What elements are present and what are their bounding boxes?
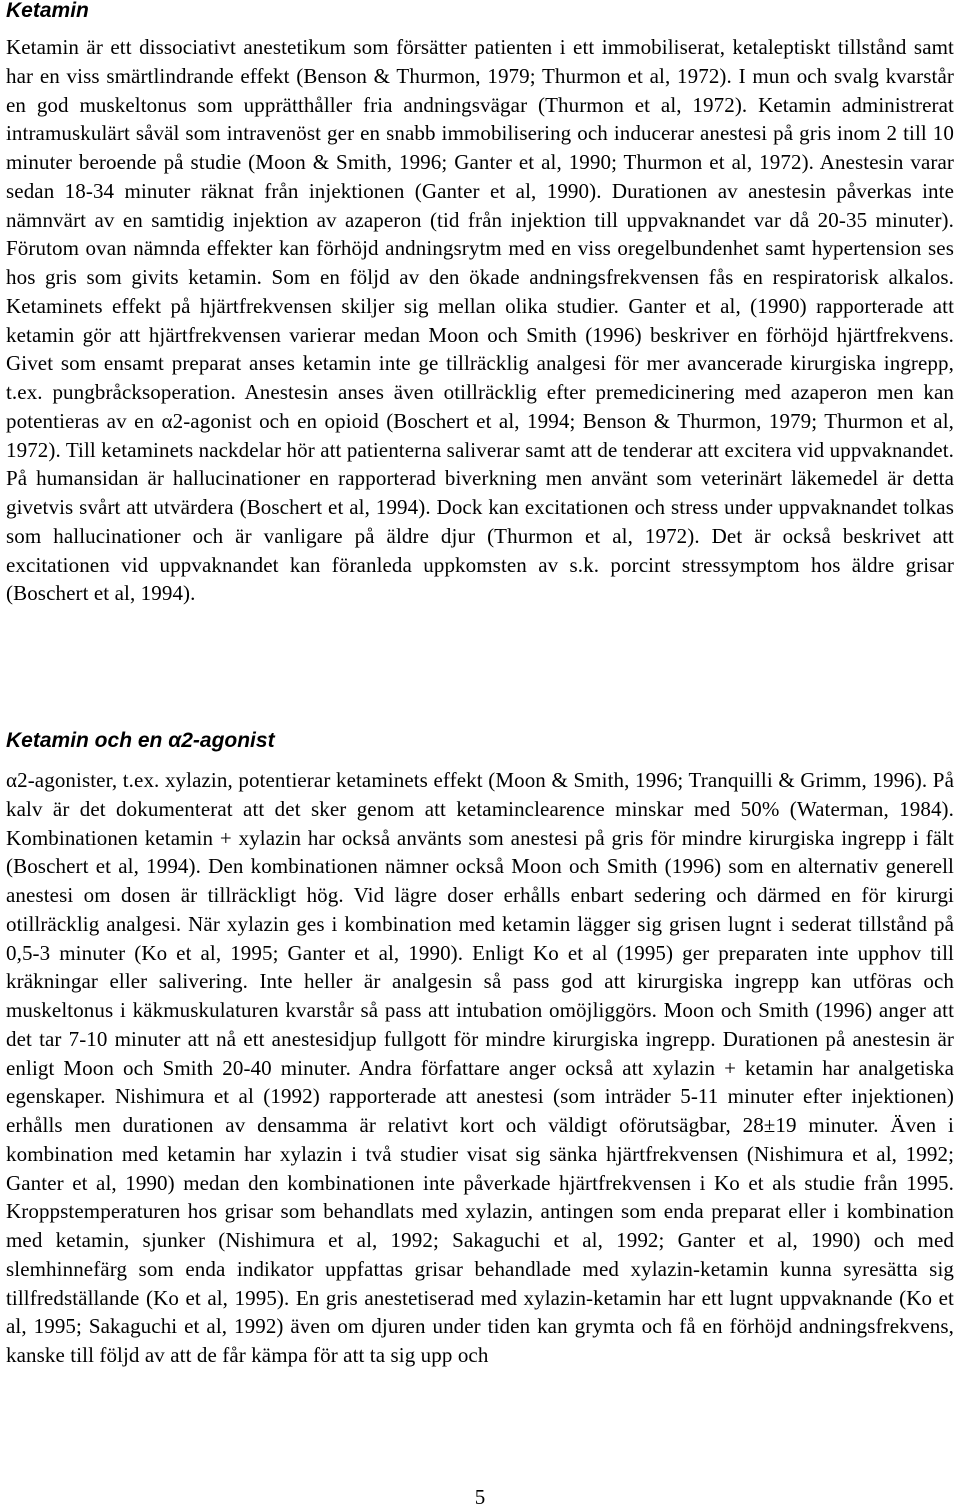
section-heading-ketamin-alpha2: Ketamin och en α2-agonist [6,729,275,752]
body-paragraph-ketamin-alpha2: α2-agonister, t.ex. xylazin, potentierar ketaminets effekt (Moon & Smith, 1996; Tranquilli & Grimm, 1996). På kalv är det dokumenterat att det sker genom att ketaminclearence minskar med 50% (Waterman, 1984). Kombinationen ketamin + xylazin har också använts som anestesi på gris för mindre kirurgiska ingrepp i fält (Boschert et al, 1994). Den kombinationen nämner också Moon och Smith (1996) som en alternativ generell anestesi om dosen är tillräckligt hög. Vid lägre doser erhålls enbart sedering och därmed en för kirurgi otillräcklig analgesi. När xylazin ges i kombination med ketamin lägger sig grisen lugnt i sederat tillstånd på 0,5-3 minuter (Ko et al, 1995; Ganter et al, 1990). Enligt Ko et al (1995) ger preparaten inte upphov till kräkningar eller salivering. Inte heller är analgesin så pass god att kirurgiska ingrepp kan utföras och muskeltonus i käkmuskulaturen kvarstår så pass att intubation omöjliggörs. Moon och Smith (1996) anger att det tar 7-10 minuter att nå ett anestesidjup fullgott för mindre kirurgiska ingrepp. Durationen på anestesin är enligt Moon och Smith 20-40 minuter. Andra författare anger också att xylazin + ketamin har analgetiska egenskaper. Nishimura et al (1992) rapporterade att anestesi (som inträder 5-11 minuter efter injektionen) erhålls men durationen av densamma är relativt kort och väldigt oförutsägbar, 28±19 minuter. Även i kombination med ketamin har xylazin i två studier visat sig sänka hjärtfrekvensen (Nishimura et al, 1992; Ganter et al, 1990) medan den kombinationen inte påverkade hjärtfrekvensen i Ko et als studie från 1995. Kroppstemperaturen hos grisar som behandlats med xylazin, antingen som enda preparat eller i kombination med ketamin, sjunker (Nishimura et al, 1992; Sakaguchi et al, 1992; Ganter et al, 1990) och med slemhinnefärg som enda indikator uppfattas grisar behandlade med xylazin-ketamin kunna syresätta sig tillfredställande (Ko et al, 1995). En gris anestetiserad med xylazin-ketamin har ett lugnt uppvaknande (Ko et al, 1995; Sakaguchi et al, 1992) även om djuren under tiden kan grymta och få en förhöjd andningsfrekvens, kanske till följd av att de får kämpa för att ta sig upp och [6,768,954,1367]
section-heading-ketamin: Ketamin [6,0,89,22]
page-number: 5 [474,1485,486,1509]
body-paragraph-ketamin: Ketamin är ett dissociativt anestetikum som försätter patienten i ett immobiliserat, ketaleptiskt tillstånd samt har en viss smärtlindrande effekt (Benson & Thurmon, 1979; Thurmon et al, 1972). I mun och svalg kvarstår en god muskeltonus som upprätthåller fria andningsvägar (Thurmon et al, 1972). Ketamin administrerat intramuskulärt såväl som intravenöst ger en snabb immobilisering och inducerar anestesi på gris inom 2 till 10 minuter beroende på studie (Moon & Smith, 1996; Ganter et al, 1990; Thurmon et al, 1972). Anestesin varar sedan 18-34 minuter räknat från injektionen (Ganter et al, 1990). Durationen av anestesin påverkas inte nämnvärt av en samtidig injektion av azaperon (tid från injektion till uppvaknandet var då 20-35 minuter). Förutom ovan nämnda effekter kan förhöjd andningsrytm med en viss oregelbundenhet samt hypertension ses hos gris som givits ketamin. Som en följd av den ökade andningsfrekvensen fås en respiratorisk alkalos. Ketaminets effekt på hjärtfrekvensen skiljer sig mellan olika studier. Ganter et al, (1990) rapporterade att ketamin gör att hjärtfrekvensen varierar medan Moon och Smith (1996) beskriver en förhöjd hjärtfrekvens. Givet som ensamt preparat anses ketamin inte ge tillräcklig analgesi för mer avancerade kirurgiska ingrepp, t.ex. pungbråcksoperation. Anestesin anses även otillräcklig efter premedicinering med azaperon men kan potentieras av en α2-agonist och en opioid (Boschert et al, 1994; Benson & Thurmon, 1979; Thurmon et al, 1972). Till ketaminets nackdelar hör att patienterna saliverar samt att de tenderar att excitera vid uppvaknandet. På humansidan är hallucinationer en rapporterad biverkning men använt som veterinärt läkemedel är detta givetvis svårt att utvärdera (Boschert et al, 1994). Dock kan excitationen och stress under uppvaknandet tolkas som hallucinationer och är vanligare på äldre djur (Thurmon et al, 1972). Det är också beskrivet att excitationen vid uppvaknandet kan föranleda uppkomsten av s.k. porcint stressymptom hos äldre grisar (Boschert et al, 1994). [6,35,954,606]
